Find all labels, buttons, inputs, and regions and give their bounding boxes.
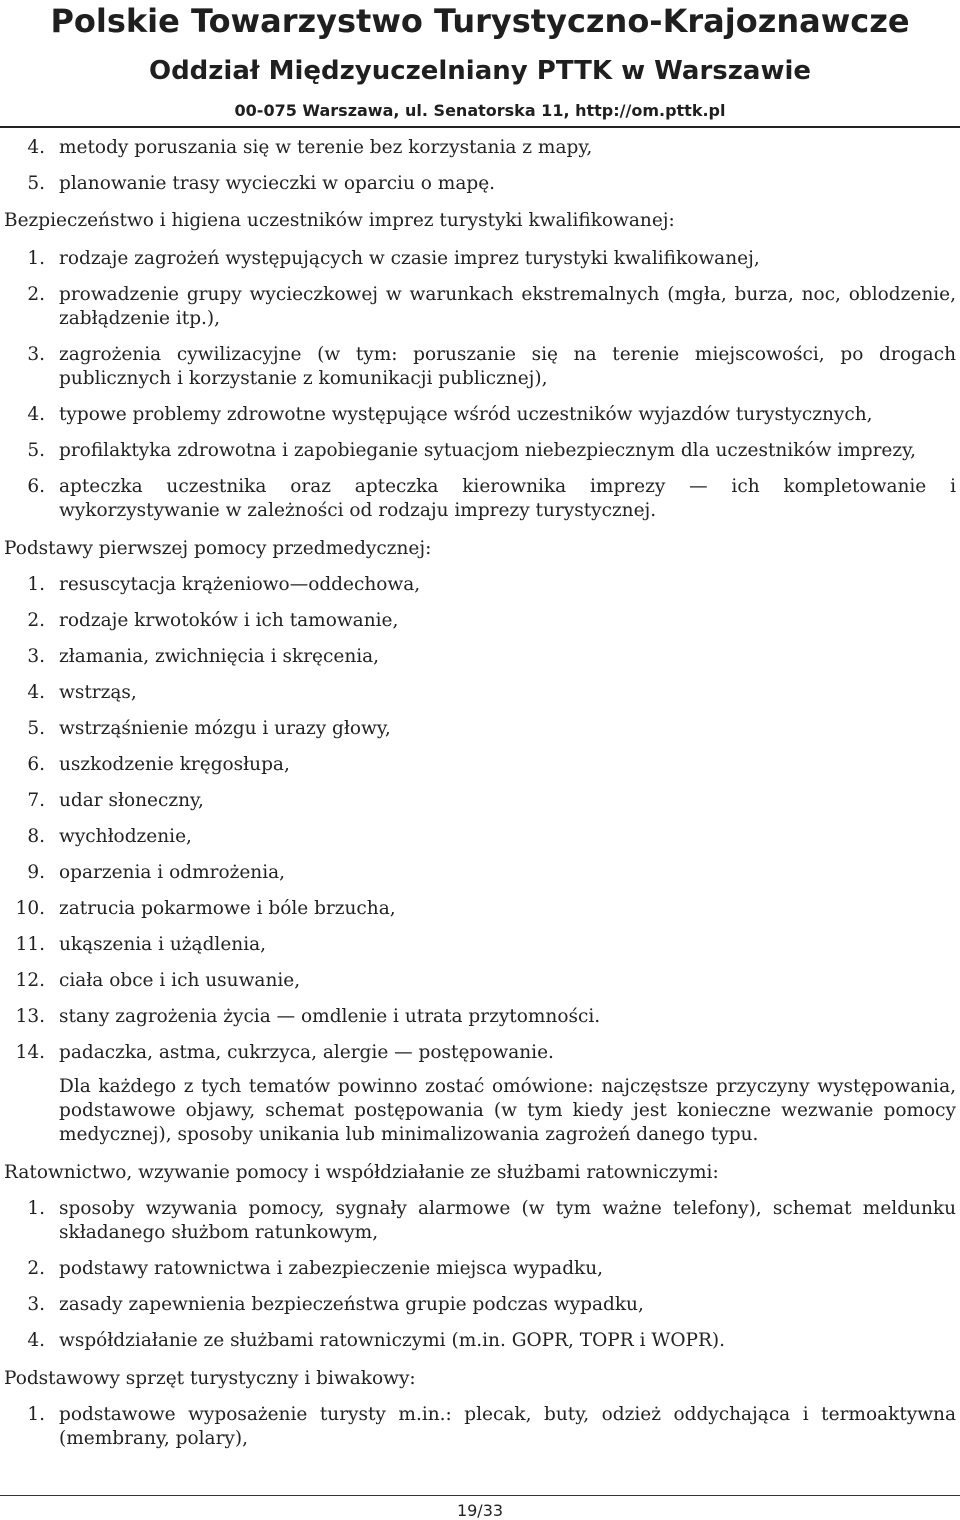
list-item xyxy=(0,1041,960,1065)
organization-name: Polskie Towarzystwo Turystyczno-Krajoznawcze xyxy=(50,2,910,40)
branch-name: Oddział Międzyuczelniany PTTK w Warszawie xyxy=(148,56,812,86)
list-item xyxy=(0,247,960,271)
list-text: profilaktyka zdrowotna i zapobieganie sytuacjom niebezpiecznym dla uczestników imprezy, xyxy=(59,440,917,461)
list-item xyxy=(0,439,960,463)
list-item xyxy=(0,753,960,777)
list-number: 3. xyxy=(27,646,45,667)
list-text: apteczka uczestnika oraz apteczka kierownika imprezy — ich kompletowanie i wykorzystywanie w zależności od rodzaju imprezy turystycznej. xyxy=(59,476,956,521)
letterhead xyxy=(0,0,960,128)
list-item xyxy=(0,645,960,669)
list-number: 7. xyxy=(27,790,45,811)
list-number: 8. xyxy=(27,826,45,847)
list-item xyxy=(0,789,960,813)
list-item xyxy=(0,1293,960,1317)
list-text: typowe problemy zdrowotne występujące wśród uczestników wyjazdów turystycznych, xyxy=(59,404,873,425)
list-item xyxy=(0,897,960,921)
list-text: stany zagrożenia życia — omdlenie i utrata przytomności. xyxy=(59,1006,601,1027)
page-number: 19/33 xyxy=(456,1501,504,1520)
list-item xyxy=(0,136,960,160)
note-paragraph: Dla każdego z tych tematów powinno zostać omówione: najczęstsze przyczyny występowania, podstawowe objawy, schemat postępowania (w tym kiedy jest konieczne wezwanie pomocy medycznej), sposoby unikania lub minimalizowania zagrożeń danego typu. xyxy=(59,1076,956,1145)
list-item xyxy=(0,475,960,523)
list-number: 6. xyxy=(27,754,45,775)
section-heading: Bezpieczeństwo i higiena uczestników imprez turystyki kwalifikowanej: xyxy=(4,210,675,231)
list-text: oparzenia i odmrożenia, xyxy=(59,862,286,883)
list-item xyxy=(0,681,960,705)
list-number: 1. xyxy=(27,1198,45,1219)
list-number: 10. xyxy=(15,898,45,919)
list-text: złamania, zwichnięcia i skręcenia, xyxy=(59,646,380,667)
section-heading: Ratownictwo, wzywanie pomocy i współdziałanie ze służbami ratowniczymi: xyxy=(4,1162,719,1183)
list-text: ukąszenia i użądlenia, xyxy=(59,934,267,955)
list-text: rodzaje zagrożeń występujących w czasie imprez turystyki kwalifikowanej, xyxy=(59,248,760,269)
list-number: 4. xyxy=(27,1330,45,1351)
list-number: 4. xyxy=(27,682,45,703)
list-number: 3. xyxy=(27,1294,45,1315)
list-text: podstawowe wyposażenie turysty m.in.: plecak, buty, odzież oddychająca i termoaktywna (membrany, polary), xyxy=(59,1404,956,1449)
document-body xyxy=(0,124,960,1451)
list-number: 5. xyxy=(27,173,45,194)
list-text: rodzaje krwotoków i ich tamowanie, xyxy=(59,610,399,631)
list-item xyxy=(0,609,960,633)
list-text: resuscytacja krążeniowo—oddechowa, xyxy=(59,574,421,595)
list-text: uszkodzenie kręgosłupa, xyxy=(59,754,290,775)
list-number: 12. xyxy=(15,970,45,991)
list-number: 13. xyxy=(15,1006,45,1027)
list-item xyxy=(0,825,960,849)
list-number: 5. xyxy=(27,440,45,461)
list-number: 4. xyxy=(27,404,45,425)
section-heading: Podstawy pierwszej pomocy przedmedycznej: xyxy=(4,538,432,559)
list-number: 6. xyxy=(27,476,45,497)
address-line: 00-075 Warszawa, ul. Senatorska 11, http://om.pttk.pl xyxy=(234,101,726,120)
list-text: metody poruszania się w terenie bez korzystania z mapy, xyxy=(59,137,593,158)
list-item xyxy=(0,1329,960,1353)
list-item xyxy=(0,1197,960,1245)
list-text: współdziałanie ze służbami ratowniczymi (m.in. GOPR, TOPR i WOPR). xyxy=(59,1330,726,1351)
list-item xyxy=(0,573,960,597)
footer-divider xyxy=(0,1495,960,1496)
list-item xyxy=(0,1005,960,1029)
list-number: 5. xyxy=(27,718,45,739)
list-item xyxy=(0,403,960,427)
list-item xyxy=(0,1403,960,1451)
list-number: 1. xyxy=(27,574,45,595)
list-number: 14. xyxy=(15,1042,45,1063)
list-number: 11. xyxy=(15,934,45,955)
list-item xyxy=(0,717,960,741)
list-number: 1. xyxy=(27,248,45,269)
list-text: zasady zapewnienia bezpieczeństwa grupie podczas wypadku, xyxy=(59,1294,644,1315)
list-item xyxy=(0,933,960,957)
list-text: zatrucia pokarmowe i bóle brzucha, xyxy=(59,898,396,919)
list-item xyxy=(0,283,960,331)
list-text: wstrząśnienie mózgu i urazy głowy, xyxy=(59,718,391,739)
list-text: wstrząs, xyxy=(59,682,137,703)
list-text: zagrożenia cywilizacyjne (w tym: poruszanie się na terenie miejscowości, po drogach publicznych i korzystanie z komunikacji publicznej), xyxy=(59,344,956,389)
list-item xyxy=(0,1257,960,1281)
list-item xyxy=(0,172,960,196)
list-text: podstawy ratownictwa i zabezpieczenie miejsca wypadku, xyxy=(59,1258,604,1279)
list-number: 9. xyxy=(27,862,45,883)
list-number: 2. xyxy=(27,1258,45,1279)
list-text: prowadzenie grupy wycieczkowej w warunkach ekstremalnych (mgła, burza, noc, oblodzenie, zabłądzenie itp.), xyxy=(59,284,956,329)
list-item xyxy=(0,861,960,885)
list-text: udar słoneczny, xyxy=(59,790,204,811)
list-item xyxy=(0,343,960,391)
list-number: 2. xyxy=(27,610,45,631)
list-text: padaczka, astma, cukrzyca, alergie — postępowanie. xyxy=(59,1042,554,1063)
section-heading: Podstawowy sprzęt turystyczny i biwakowy: xyxy=(4,1368,416,1389)
list-number: 3. xyxy=(27,344,45,365)
list-text: ciała obce i ich usuwanie, xyxy=(59,970,301,991)
list-text: wychłodzenie, xyxy=(59,826,192,847)
list-text: planowanie trasy wycieczki w oparciu o mapę. xyxy=(59,173,496,194)
list-number: 4. xyxy=(27,137,45,158)
list-number: 2. xyxy=(27,284,45,305)
list-text: sposoby wzywania pomocy, sygnały alarmowe (w tym ważne telefony), schemat meldunku składanego służbom ratunkowym, xyxy=(59,1198,956,1243)
list-number: 1. xyxy=(27,1404,45,1425)
list-item xyxy=(0,969,960,993)
